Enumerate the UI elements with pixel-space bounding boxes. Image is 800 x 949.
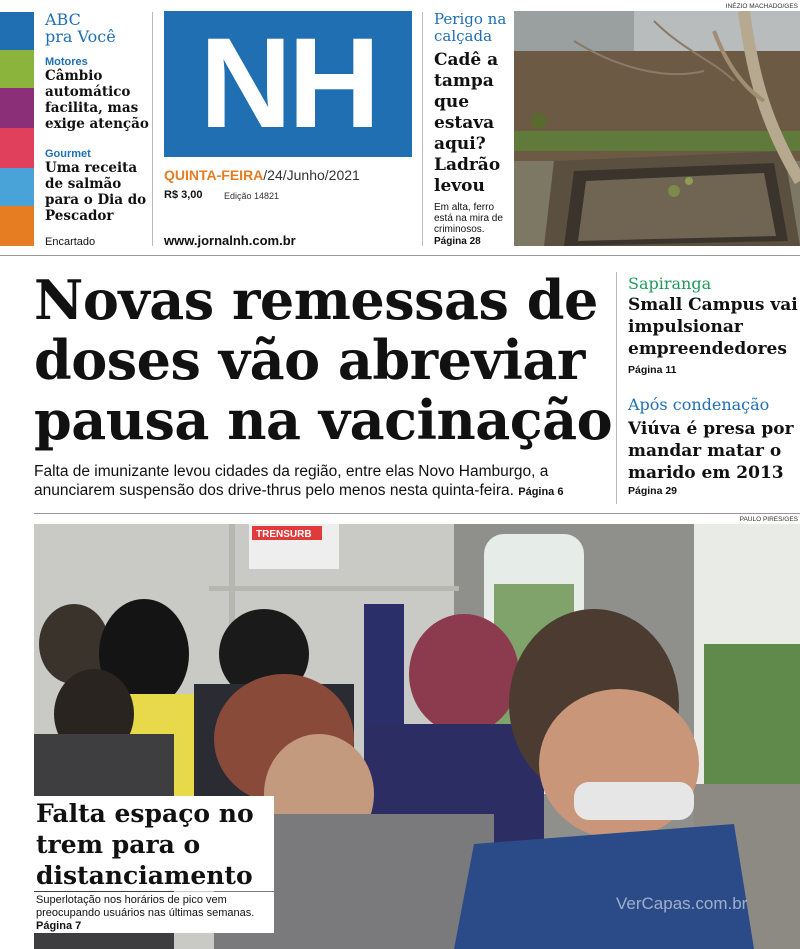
color-strip-3: [0, 88, 34, 128]
divider: [616, 272, 617, 504]
main-deck: [34, 462, 614, 502]
manhole-photo: [514, 11, 800, 246]
photo-page: Página 7: [36, 920, 82, 932]
tag-gourmet: Gourmet: [45, 148, 91, 160]
train-sign: TRENSURB: [256, 529, 312, 540]
headline-gourmet: Uma receita de salmão para o Dia do Pescador: [45, 160, 147, 224]
color-strip-4: [0, 128, 34, 168]
deck-page: Página 6: [518, 486, 564, 498]
photo-credit: INÉZIO MACHADO/GES: [725, 3, 798, 10]
sidebar-kicker-2: Após condenação: [628, 395, 770, 414]
rule: [34, 513, 800, 514]
teaser-kicker: Perigo na calçada: [434, 10, 507, 45]
rule: [0, 255, 800, 256]
sidebar-headline-2[interactable]: Viúva é presa por mandar matar o marido em 2013: [628, 419, 794, 483]
color-strip-2: [0, 50, 34, 88]
teaser-headline[interactable]: Cadê a tampa que estava aqui? Ladrão levou: [434, 50, 501, 196]
photo-description: Superlotação nos horários de pico vem preocupando usuários nas últimas semanas.: [36, 894, 255, 919]
divider: [152, 12, 153, 246]
teaser-gourmet[interactable]: [45, 148, 150, 224]
sidebar-page-2: Página 29: [628, 485, 678, 497]
newspaper-logo[interactable]: [164, 11, 412, 157]
headline-motores: Câmbio automático facilita, mas exige atenção: [45, 68, 149, 132]
photo-headline[interactable]: Falta espaço no trem para o distanciamento: [34, 796, 274, 891]
teaser-description: Em alta, ferro está na mira de criminosos.: [434, 202, 503, 235]
photo-credit: PAULO PIRES/GES: [739, 516, 798, 523]
tag-motores: Motores: [45, 56, 88, 68]
weekday: QUINTA-FEIRA: [164, 167, 264, 183]
website-link[interactable]: www.jornalnh.com.br: [164, 233, 296, 248]
watermark: VerCapas.com.br: [616, 894, 748, 913]
manhole-photo-illustration: [514, 11, 800, 246]
sidebar-kicker-1: Sapiranga: [628, 274, 712, 293]
sidebar-page-1: Página 11: [628, 364, 677, 376]
insert-label: Encartado: [45, 236, 96, 248]
color-strip-1: [0, 12, 34, 50]
price: R$ 3,00: [164, 189, 203, 201]
section-abc[interactable]: ABC pra Você: [45, 10, 116, 46]
color-strip-6: [0, 206, 34, 246]
teaser-motores[interactable]: [45, 56, 150, 132]
date: /24/Junho/2021: [263, 167, 360, 183]
dateline: [164, 167, 412, 183]
logo-text: NH: [199, 12, 377, 155]
edition-number: Edição 14821: [224, 191, 280, 201]
main-headline[interactable]: Novas remessas de doses vão abreviar pausa na vacinação: [34, 268, 613, 452]
divider: [422, 12, 423, 246]
sidebar-headline-1[interactable]: Small Campus vai impulsionar empreendedores: [628, 295, 798, 359]
deck-text: Falta de imunizante levou cidades da região, entre elas Novo Hamburgo, a anunciarem suspensão dos drive-thrus pelo menos nesta quinta-feira.: [34, 463, 549, 499]
color-strip-5: [0, 168, 34, 206]
photo-caption: [34, 892, 274, 933]
teaser-page: Página 28: [434, 236, 481, 247]
